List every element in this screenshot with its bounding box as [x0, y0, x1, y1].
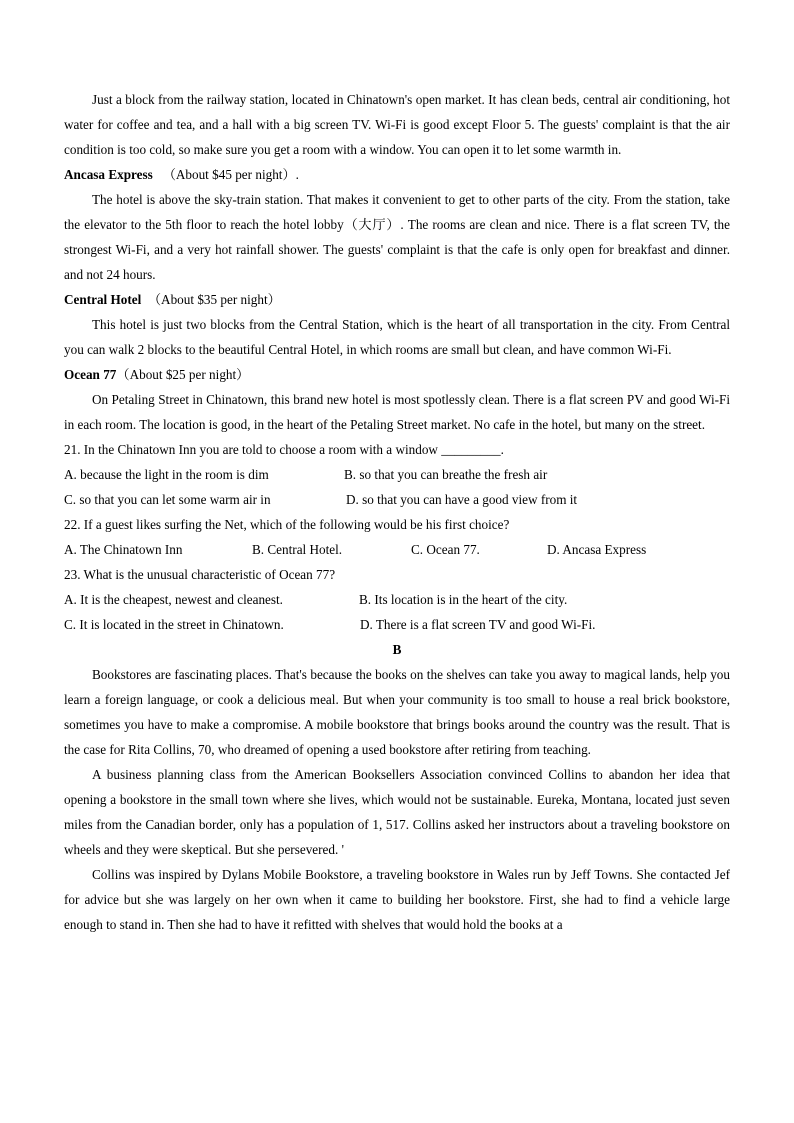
option-a: A. The Chinatown Inn: [64, 542, 183, 557]
hotel-name: Central Hotel: [64, 292, 142, 307]
option-a: A. because the light in the room is dim: [64, 467, 269, 482]
hotel-name: Ocean 77: [64, 367, 117, 382]
section-heading-b: B: [392, 642, 402, 657]
hotel-heading-central: [64, 287, 730, 312]
options-row: [64, 462, 730, 487]
hotel-description-central: This hotel is just two blocks from the Central Station, which is the heart of all transportation in the city. From Central you can walk 2 blocks to the beautiful Central Hotel, in which rooms are small but clean, and have common Wi-Fi.: [64, 317, 730, 357]
question-23: 23. What is the unusual characteristic of Ocean 77?: [64, 567, 336, 582]
passage-b-paragraph-2: A business planning class from the American Booksellers Association convinced Collins to abandon her idea that opening a bookstore in the small town where she lives, which would not be sustainable. Eureka, Montana, located just seven miles from the Canadian border, only has a population of 1, 517. Collins asked her instructors about a traveling bookstore on wheels and they were skeptical. But she persevered. ': [64, 767, 730, 857]
hotel-price: （About $35 per night）: [147, 292, 281, 307]
hotel-price: （About $45 per night）.: [162, 167, 299, 182]
hotel-name: Ancasa Express: [64, 167, 153, 182]
hotel-description-ancasa: The hotel is above the sky-train station. That makes it convenient to get to other parts of the city. From the station, take the elevator to the 5th floor to reach the hotel lobby（大厅）. The rooms are clean and nice. There is a flat screen TV, the strongest Wi-Fi, and a very hot rainfall shower. The guests' complaint is that the cafe is only open for breakfast and dinner. and not 24 hours.: [64, 192, 730, 282]
options-row: [64, 587, 730, 612]
hotel-heading-ocean77: [64, 362, 730, 387]
option-b: B. Central Hotel.: [252, 542, 343, 557]
option-d: D. There is a flat screen TV and good Wi-Fi.: [360, 617, 596, 632]
option-c: C. It is located in the street in Chinatown.: [64, 617, 284, 632]
option-c: C. Ocean 77.: [411, 542, 480, 557]
option-b: B. so that you can breathe the fresh air: [344, 467, 548, 482]
options-row: [64, 487, 730, 512]
option-d: D. Ancasa Express: [547, 542, 647, 557]
document-page: [64, 87, 730, 937]
options-row: [64, 537, 730, 562]
hotel-description-ocean77: On Petaling Street in Chinatown, this brand new hotel is most spotlessly clean. There is a flat screen PV and good Wi-Fi in each room. The location is good, in the heart of the Petaling Street market. No cafe in the hotel, but many on the street.: [64, 392, 730, 432]
intro-paragraph: Just a block from the railway station, located in Chinatown's open market. It has clean beds, central air conditioning, hot water for coffee and tea, and a hall with a big screen TV. Wi-Fi is good except Floor 5. The guests' complaint is that the air condition is too cold, so make sure you get a room with a window. You can open it to let some warmth in.: [64, 92, 730, 157]
hotel-heading-ancasa: [64, 162, 730, 187]
passage-b-paragraph-1: Bookstores are fascinating places. That's because the books on the shelves can take you away to magical lands, help you learn a foreign language, or cook a delicious meal. But when your community is too small to house a real brick bookstore, sometimes you have to make a compromise. A mobile bookstore that brings books around the country was the result. That is the case for Rita Collins, 70, who dreamed of opening a used bookstore after retiring from teaching.: [64, 667, 730, 757]
question-21: 21. In the Chinatown Inn you are told to choose a room with a window _________.: [64, 442, 504, 457]
passage-b-paragraph-3: Collins was inspired by Dylans Mobile Bookstore, a traveling bookstore in Wales run by Jeff Towns. She contacted Jef for advice but she was largely on her own when it came to building her bookstore. First, she had to find a vehicle large enough to stand in. Then she had to have it refitted with shelves that would hold the books at a: [64, 867, 730, 932]
option-b: B. Its location is in the heart of the city.: [359, 592, 568, 607]
option-a: A. It is the cheapest, newest and cleanest.: [64, 592, 283, 607]
option-c: C. so that you can let some warm air in: [64, 492, 271, 507]
option-d: D. so that you can have a good view from it: [346, 492, 578, 507]
hotel-price: （About $25 per night）: [116, 367, 250, 382]
options-row: [64, 612, 730, 637]
question-22: 22. If a guest likes surfing the Net, which of the following would be his first choice?: [64, 517, 510, 532]
